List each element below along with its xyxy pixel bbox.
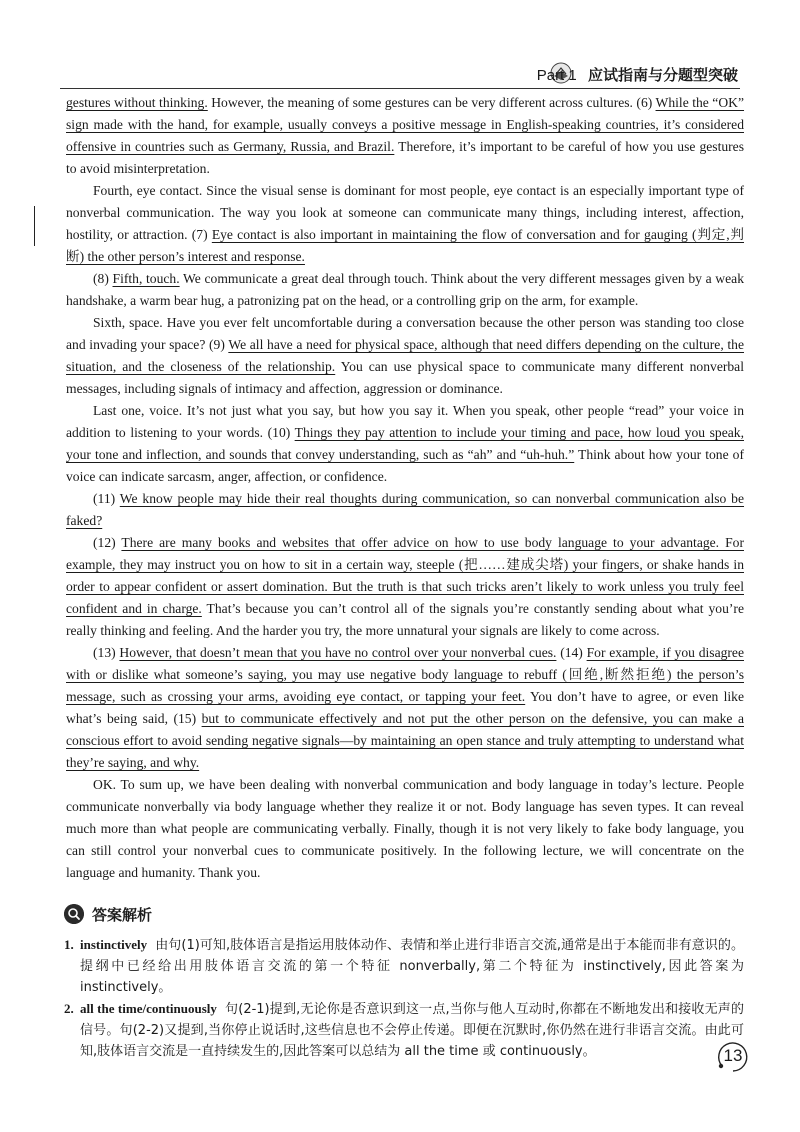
- text: (11): [93, 491, 120, 506]
- paragraph-control: [66, 642, 744, 774]
- underlined-sentence: Things they pay attention to include your timing and pace, how loud you speak, your tone and inflection, and sounds that convey understanding, such as “ah” and “uh-huh.”: [66, 425, 744, 462]
- underlined-sentence: We all have a need for physical space, although that need differs depending on the culture, the situation, and the closeness of the relationship.: [66, 337, 744, 374]
- paragraph-advice: [66, 532, 744, 642]
- text: Think about how your tone of voice can indicate sarcasm, anger, affection, or confidence.: [66, 447, 744, 484]
- text: (13): [93, 645, 120, 660]
- answer-number: 1.: [64, 937, 74, 952]
- text: You don’t have to agree, or even like what’s being said, (15): [66, 689, 744, 726]
- part-title: 应试指南与分题型突破: [587, 66, 738, 84]
- underlined-sentence: Fifth, touch.: [112, 271, 180, 286]
- part-label: Part 1: [536, 67, 577, 84]
- margin-mark: [34, 206, 35, 246]
- header-rule: [60, 88, 740, 89]
- text: (8): [93, 271, 113, 286]
- underlined-sentence: gestures without thinking.: [66, 95, 208, 110]
- underlined-sentence: Eye contact is also important in maintaining the flow of conversation and for gauging (判定,判断) the other person’s interest and response.: [66, 227, 744, 264]
- paragraph-touch: [66, 268, 744, 312]
- page-number-text: 13: [723, 1046, 743, 1065]
- answer-explanation: 由句(1)可知,肢体语言是指运用肢体动作、表情和举止进行非语言交流,通常是出于本能而非有意识的。提纲中已经给出用肢体语言交流的第一个特征 nonverbally,第二个特征为 instinctively,因此答案为 instinctively。: [80, 938, 744, 995]
- underlined-sentence: While the “OK” sign made with the hand, for example, usually conveys a positive message in English-speaking countries, it’s considered offensive in countries such as Germany, Russia, and Brazil.: [66, 95, 745, 154]
- magnifier-icon: [64, 904, 84, 924]
- text: You can use physical space to communicate many different nonverbal messages, including signals of intimacy and affection, aggression or dominance.: [66, 359, 744, 396]
- text: (14): [556, 645, 587, 660]
- section-title: [537, 64, 738, 85]
- text: Therefore, it’s important to be careful of how you use gestures to avoid misinterpretation.: [66, 139, 744, 176]
- answer-item: [64, 998, 744, 1062]
- page-number: [716, 1040, 750, 1074]
- answer-key: all the time/continuously: [80, 1001, 217, 1016]
- text: Fourth, eye contact. Since the visual sense is dominant for most people, eye contact is an especially important type of nonverbal communication. The way you look at someone can communicate many things, including interest, affection, hostility, or attraction. (7): [66, 183, 744, 242]
- text: We communicate a great deal through touch. Think about the very different messages given by a weak handshake, a warm bear hug, a patronizing pat on the head, or a controlling grip on the arm, for example.: [66, 271, 744, 308]
- underlined-sentence: There are many books and websites that offer advice on how to use body language to your advantage. For example, they may instruct you on how to sit in a certain way, steeple (把……建成尖塔) your fingers, or shake hands in order to appear confident or assert domination. But the truth is that such tricks aren’t likely to work unless you truly feel confident and in charge.: [66, 535, 744, 616]
- underlined-sentence: However, that doesn’t mean that you have no control over your nonverbal cues.: [119, 645, 557, 660]
- answer-number: 2.: [64, 1001, 74, 1016]
- paragraph-question: [66, 488, 744, 532]
- answer-analysis-label: 答案解析: [92, 906, 153, 924]
- paragraph-space: [66, 312, 744, 400]
- text: However, the meaning of some gestures can be very different across cultures. (6): [207, 95, 656, 110]
- answer-explanation: 句(2-1)提到,无论你是否意识到这一点,当你与他人互动时,你都在不断地发出和接收无声的信号。句(2-2)又提到,当你停止说话时,这些信息也不会停止传递。即便在沉默时,你仍然在进行非语言交流。由此可知,肢体语言交流是一直持续发生的,因此答案可以总结为 all the time 或 continuously。: [80, 1002, 744, 1059]
- answer-key: instinctively: [80, 937, 148, 952]
- text: Sixth, space. Have you ever felt uncomfortable during a conversation because the other person was standing too close and invading your space? (9): [66, 315, 744, 352]
- page-header: [0, 60, 800, 90]
- paragraph-eye-contact: [66, 180, 744, 268]
- answer-list: [64, 934, 744, 1062]
- paragraph-voice: [66, 400, 744, 488]
- transcript: [66, 92, 744, 884]
- underlined-sentence: but to communicate effectively and not put the other person on the defensive, you can make a conscious effort to avoid sending negative signals—by maintaining an open stance and truly attempting to understand what they’re saying, and why.: [66, 711, 744, 770]
- underlined-sentence: For example, if you disagree with or dislike what someone’s saying, you may use negative body language to rebuff (回绝,断然拒绝) the person’s message, such as crossing your arms, avoiding eye contact, or tapping your feet.: [66, 645, 744, 704]
- underlined-sentence: We know people may hide their real thoughts during communication, so can nonverbal communication also be faked?: [66, 491, 745, 528]
- paragraph-gestures: [66, 92, 744, 180]
- text: (12): [93, 535, 122, 550]
- text: Last one, voice. It’s not just what you say, but how you say it. When you speak, other people “read” your voice in addition to listening to your words. (10): [66, 403, 744, 440]
- paragraph-summary: OK. To sum up, we have been dealing with nonverbal communication and body language in today’s lecture. People communicate nonverbally via body language whether they realize it or not. Body language has seven types. It can reveal much more than what people are communicating verbally. Finally, though it is not very likely to fake body language, you can still control your nonverbal cues to communicate positively. In the following lecture, we will concentrate on the language and humanity. Thank you.: [66, 777, 744, 880]
- text: That’s because you can’t control all of the signals you’re constantly sending about what you’re really thinking and feeling. And the harder you try, the more unnatural your signals are likely to come across.: [66, 601, 744, 638]
- answer-item: [64, 934, 744, 998]
